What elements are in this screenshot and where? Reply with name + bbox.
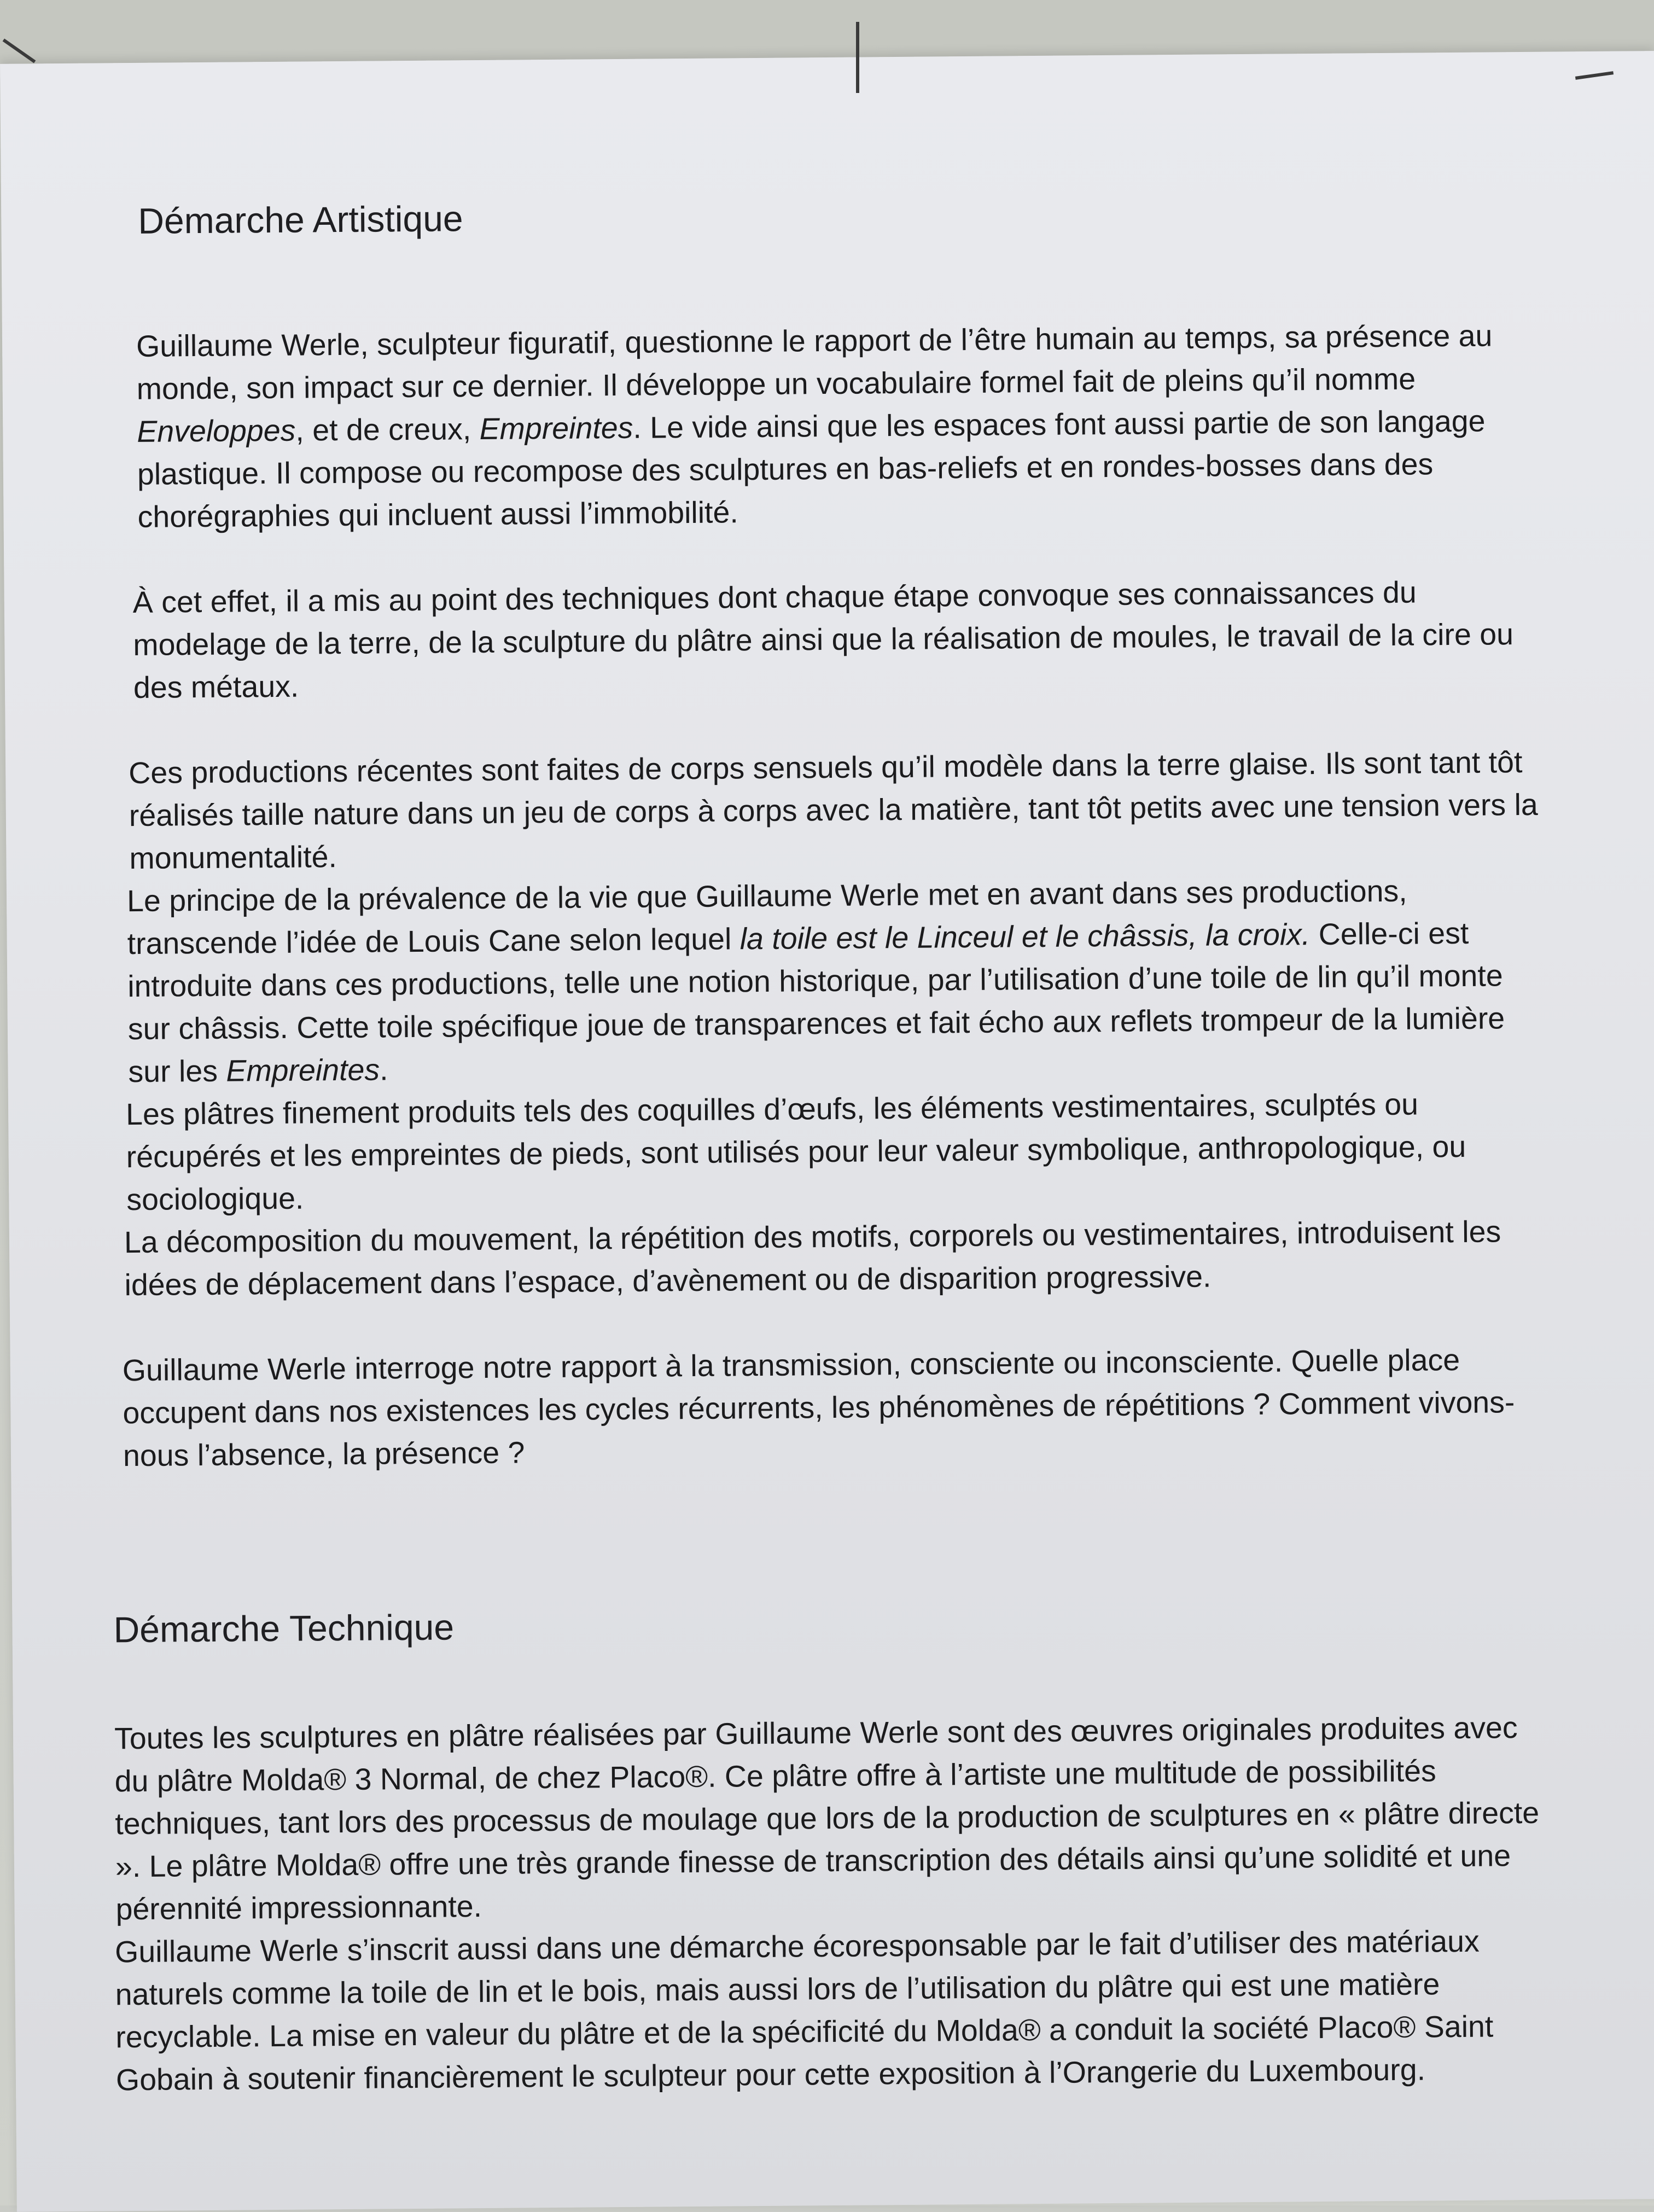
- italic-quote: la toile est le Linceul et le châssis, la croix.: [739, 917, 1311, 956]
- paper-sheet: [0, 51, 1654, 2212]
- paragraph-technical-2: Guillaume Werle s’inscrit aussi dans une démarche écoresponsable par le fait d’utiliser des matériaux naturels comme la toile de lin et le bois, mais aussi lors de l’utilisation du plâtre qui est une matière recyclable. La mise en valeur du plâtre et de la spécificité du Molda® a conduit la société Placo® Saint Gobain à soutenir financièrement le sculpteur pour cette exposition à l’Orangerie du Luxembourg.: [114, 1924, 1494, 2097]
- paragraph-text: .: [379, 1052, 388, 1087]
- paragraph-artistic-7: Guillaume Werle interroge notre rapport à la transmission, consciente ou inconsciente. Quelle place occupent dans nos existences les cycles récurrents, les phénomènes de répétitions ? Comment vivons-nous l’absence, la présence ?: [122, 1343, 1515, 1473]
- italic-term-empreintes: Empreintes: [479, 410, 633, 446]
- paragraph-artistic-5: Les plâtres finement produits tels des coquilles d’œufs, les éléments vestimentaires, sculptés ou récupérés et les empreintes de pieds, sont utilisés pour leur valeur symbolique, anthropologique, ou sociologique.: [125, 1087, 1466, 1217]
- pin-icon: [856, 22, 859, 93]
- paragraph-text: . Le vide ainsi que les espaces font aussi partie de son langage plastique. Il compose ou recompose des sculptures en bas-reliefs et en rondes-bosses dans des chorégraphies qui incluent aussi l’immobilité.: [137, 404, 1486, 534]
- paragraph-text: Le principe de la prévalence de la vie que Guillaume Werle met en avant dans ses productions, transcende l’idée de Louis Cane selon lequel: [126, 874, 1407, 961]
- section-title-artistic: Démarche Artistique: [138, 198, 463, 241]
- italic-term-empreintes: Empreintes: [226, 1052, 380, 1088]
- paragraph-artistic-3: Ces productions récentes sont faites de corps sensuels qu’il modèle dans la terre glaise. Ils sont tant tôt réalisés taille nature dans un jeu de corps à corps avec la matière, tant tôt petits avec une tension vers la monumentalité.: [128, 745, 1539, 876]
- paragraph-text: Guillaume Werle, sculpteur figuratif, questionne le rapport de l’être humain au temps, sa présence au monde, son impact sur ce dernier. Il développe un vocabulaire formel fait de pleins qu’il nomme: [136, 318, 1493, 406]
- paragraph-artistic-4: [127, 869, 1542, 1093]
- paragraph-artistic-6: La décomposition du mouvement, la répétition des motifs, corporels ou vestimentaires, introduisent les idées de déplacement dans l’espace, d’avènement ou de disparition progressive.: [124, 1214, 1501, 1302]
- paragraph-artistic-2: À cet effet, il a mis au point des techniques dont chaque étape convoque ses connaissances du modelage de la terre, de la sculpture du plâtre ainsi que la réalisation de moules, le travail de la cire ou des métaux.: [132, 575, 1514, 705]
- italic-term-enveloppes: Enveloppes: [137, 413, 296, 449]
- paragraph-text: Celle-ci est introduite dans ces productions, telle une notion historique, par l’utilisation d’une toile de lin qu’il monte sur châssis. Cette toile spécifique joue de transparences et fait écho aux reflets trompeur de la lumière sur les: [127, 916, 1505, 1089]
- document-content: [113, 189, 1550, 2101]
- paragraph-artistic-1: [136, 314, 1538, 538]
- paragraph-technical-1: Toutes les sculptures en plâtre réalisées par Guillaume Werle sont des œuvres originales produites avec du plâtre Molda® 3 Normal, de chez Placo®. Ce plâtre offre à l’artiste une multitude de possibilités techniques, tant lors des processus de moulage que lors de la production de sculptures en « plâtre directe ». Le plâtre Molda® offre une très grande finesse de transcription des détails ainsi qu’une solidité et une pérennité impressionnante.: [114, 1710, 1540, 1926]
- paragraph-text: , et de creux,: [295, 412, 480, 447]
- section-title-technical: Démarche Technique: [113, 1606, 455, 1650]
